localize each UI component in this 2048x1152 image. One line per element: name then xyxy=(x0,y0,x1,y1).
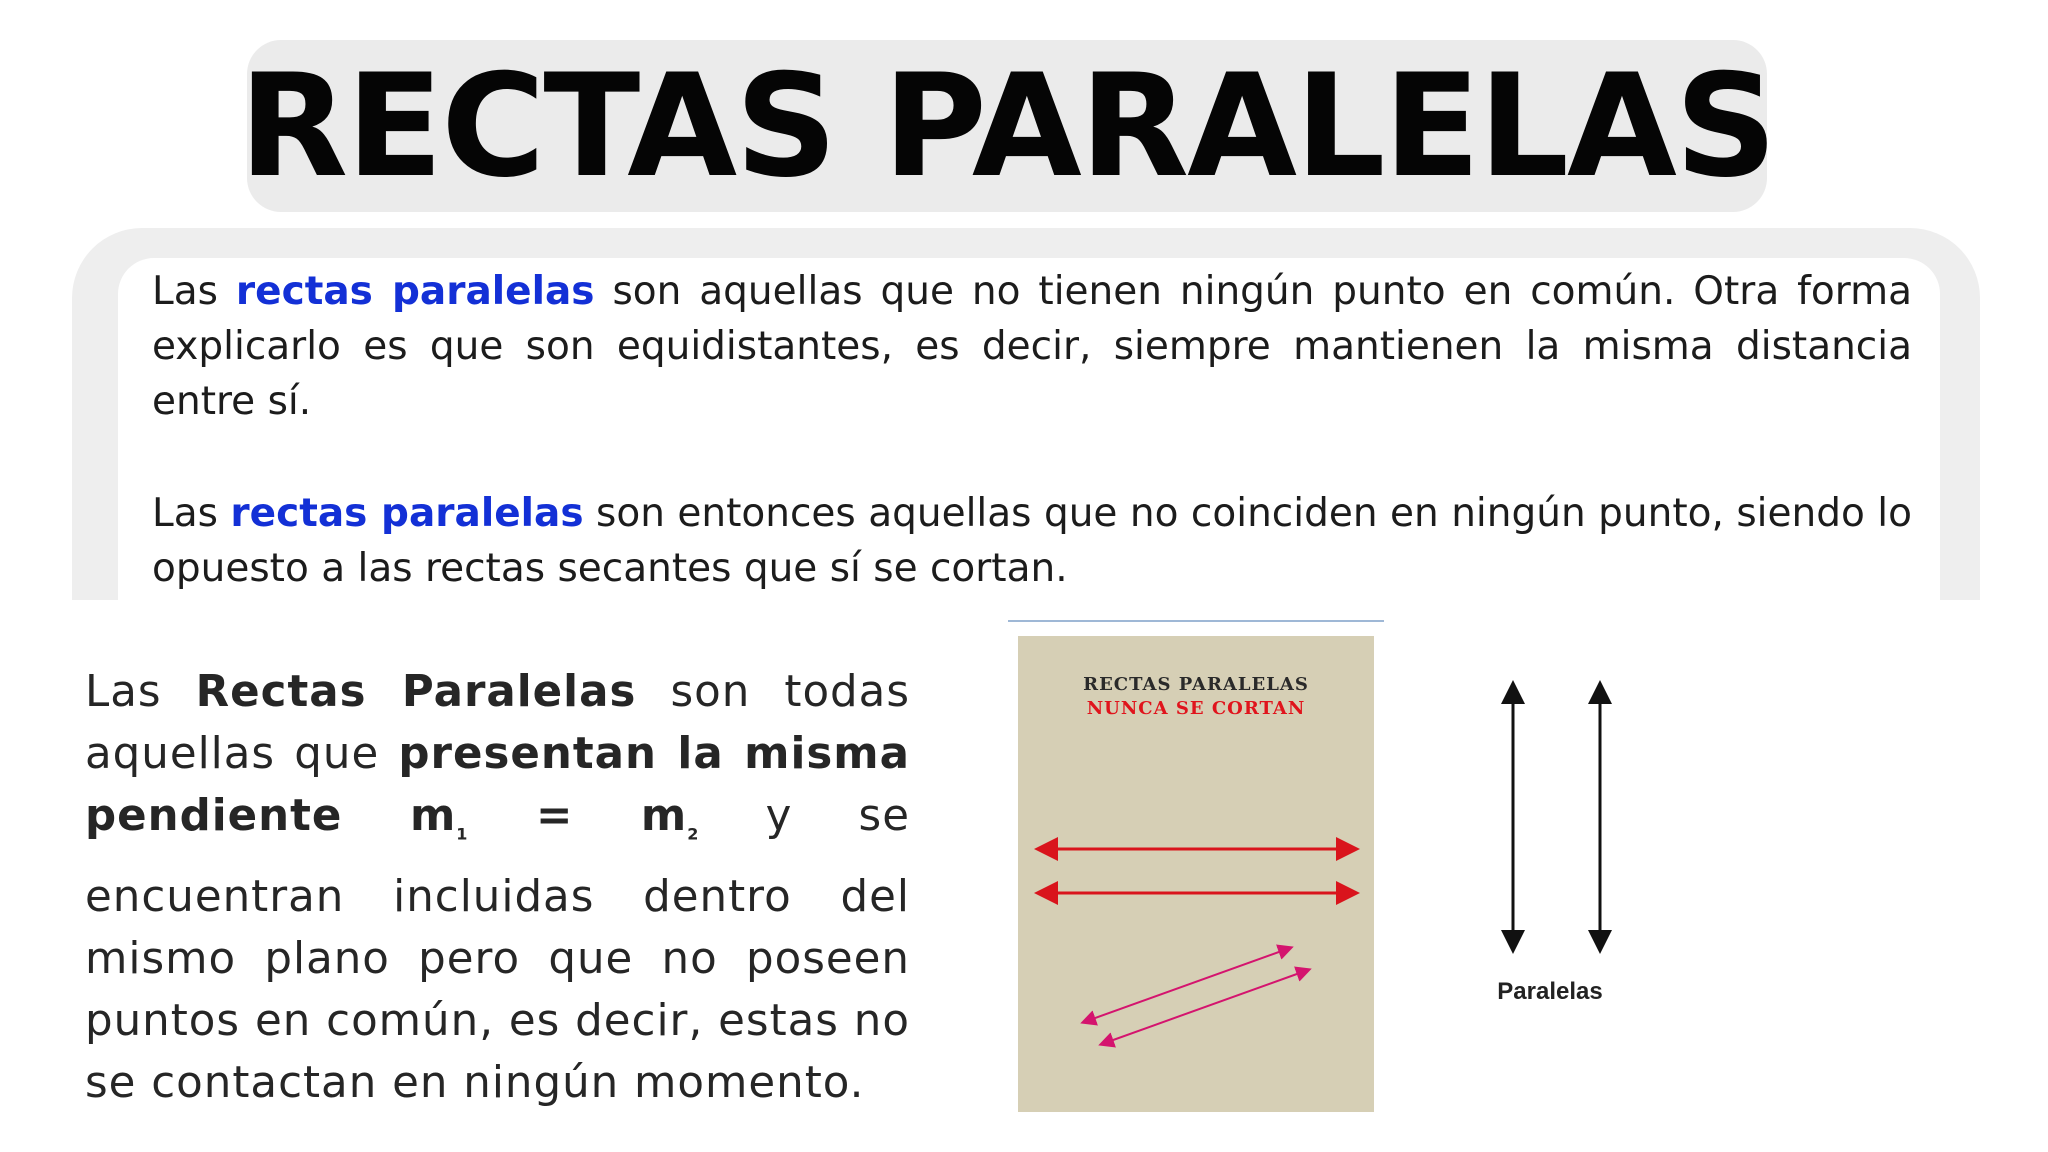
explanation-text: son todas aquellas que xyxy=(85,667,910,779)
diagram-label: Paralelas xyxy=(1497,978,1603,1005)
vertical-parallel-lines-diagram xyxy=(1470,670,1670,1030)
definition-text: Las xyxy=(152,269,236,314)
definition-paragraph-2 xyxy=(152,486,1912,596)
title-banner xyxy=(238,40,1776,212)
page-title: RECTAS PARALELAS xyxy=(238,43,1776,209)
parallel-lines-poster xyxy=(1008,620,1384,1116)
definition-highlight: rectas paralelas xyxy=(230,491,584,536)
explanation-bold: Rectas Paralelas xyxy=(195,667,637,717)
poster-background xyxy=(1018,636,1374,1112)
slope-text: presentan la misma pendiente m xyxy=(85,729,910,841)
definition-paragraph-1 xyxy=(152,264,1912,429)
poster-lines xyxy=(1018,636,1374,1112)
diagonal-parallel-line xyxy=(1102,970,1308,1044)
explanation-text: Las xyxy=(85,667,196,717)
poster-title: RECTAS PARALELAS xyxy=(1083,674,1309,695)
definition-text: son entonces aquellas que no coinciden en ningún punto, siendo lo opuesto a las rectas secantes que sí se cortan. xyxy=(152,491,1912,591)
slope-subscript-2: 2 xyxy=(687,824,700,844)
poster-subtitle: NUNCA SE CORTAN xyxy=(1086,698,1306,719)
slope-subscript-1: 1 xyxy=(456,824,469,844)
diagonal-parallel-line xyxy=(1084,948,1290,1022)
definition-text: Las xyxy=(152,491,231,536)
explanation-text: y se encuentran incluidas dentro del mismo plano pero que no poseen puntos en común, es decir, estas no se contactan en ningún momento. xyxy=(85,791,910,1108)
slope-text: = m xyxy=(468,791,688,841)
explanation-paragraph xyxy=(85,661,910,1114)
definition-text: son aquellas que no tienen ningún punto en común. Otra forma explicarlo es que son equidistantes, es decir, siempre mantienen la misma distancia entre sí. xyxy=(152,269,1913,424)
definition-highlight: rectas paralelas xyxy=(235,269,595,314)
